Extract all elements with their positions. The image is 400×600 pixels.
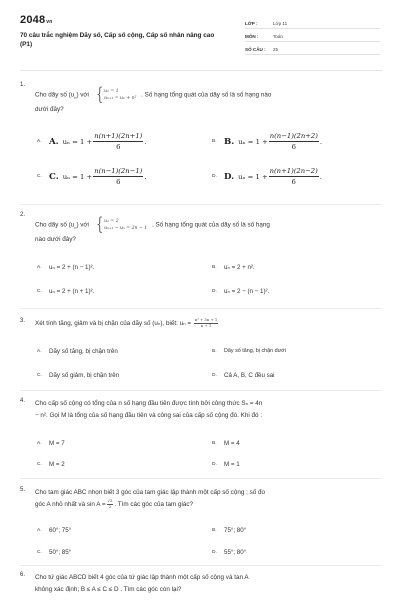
formula-tail: . <box>319 137 323 146</box>
question-text <box>35 86 380 116</box>
system-line: u₁ = 2 <box>104 219 119 224</box>
option-letter-large: C. <box>49 171 59 182</box>
question-1 <box>20 82 382 200</box>
fraction-numerator: n(n+1)(2n−2) <box>269 167 318 175</box>
meta-row-count <box>245 42 380 55</box>
system-line: uₙ₊₁ = uₙ + n² <box>104 96 137 101</box>
question-number: 1. <box>20 82 26 88</box>
meta-label: MÔN : <box>245 34 259 39</box>
option-d[interactable] <box>212 461 240 468</box>
question-number: 5. <box>20 487 26 493</box>
fraction-numerator: n(n−1)(2n+2) <box>269 132 318 140</box>
formula-lhs: uₙ = 1 + <box>238 137 268 146</box>
system-line: u₁ = 1 <box>104 89 119 94</box>
brace-icon: { <box>96 214 103 235</box>
option-letter: B. <box>212 348 217 354</box>
option-letter: B. <box>212 528 217 533</box>
option-letter: B. <box>212 265 217 270</box>
meta-value: Lớp 11 <box>273 21 288 26</box>
fraction-denominator: 6 <box>116 178 121 186</box>
fraction-denominator: 6 <box>291 143 296 151</box>
meta-row-subject <box>245 29 380 42</box>
question-3 <box>20 318 382 382</box>
fraction-denominator: n + 1 <box>200 322 212 328</box>
formula-tail: . <box>144 172 147 181</box>
brand-name: 2048 <box>20 14 46 26</box>
option-letter: A. <box>37 349 42 354</box>
option-text: Dãy số giảm, bị chặn trên <box>49 372 120 379</box>
question-6 <box>20 572 382 600</box>
option-letter: A. <box>37 139 42 144</box>
option-letter: D. <box>212 373 217 378</box>
question-text-part: Cho dãy số (u <box>35 91 75 99</box>
question-text-sub: n <box>74 224 77 230</box>
question-text-part: − n². Gọi M là tổng của số hạng đầu tiên và công sai của cấp số cộng đó. Khi đó : <box>35 412 263 419</box>
option-a[interactable] <box>37 440 65 447</box>
meta-value: 25 <box>273 47 279 52</box>
inline-fraction <box>107 499 114 509</box>
question-divider <box>20 565 382 566</box>
fraction-denominator: 2 <box>108 503 112 509</box>
header-divider <box>20 70 382 71</box>
option-text: M = 1 <box>224 461 240 468</box>
option-a[interactable] <box>37 132 146 151</box>
question-text <box>35 572 380 596</box>
option-d[interactable] <box>212 288 269 295</box>
option-letter: C. <box>37 174 42 179</box>
option-text: 50°; 85° <box>49 549 72 556</box>
option-text: uₙ = 2 + (n + 1)². <box>49 288 95 295</box>
option-c[interactable] <box>37 461 65 468</box>
option-c[interactable] <box>37 288 94 295</box>
fraction-numerator: n(n−1)(2n−1) <box>94 167 143 175</box>
brace-icon: { <box>96 84 103 105</box>
question-2 <box>20 212 382 304</box>
option-b[interactable] <box>212 348 286 354</box>
question-text <box>35 318 380 330</box>
option-a[interactable] <box>37 527 71 534</box>
option-letter: A. <box>37 265 42 270</box>
option-text: M = 4 <box>224 440 240 447</box>
brand-logo[interactable] <box>20 14 53 26</box>
option-d[interactable] <box>212 167 322 186</box>
system-line: uₙ₊₁ − uₙ = 2n − 1 <box>104 226 148 231</box>
option-letter: D. <box>212 462 217 467</box>
option-text: Dãy số tăng, bị chặn trên <box>49 348 118 355</box>
option-a[interactable] <box>37 348 118 355</box>
option-b[interactable] <box>212 132 322 151</box>
option-letter: C. <box>37 373 42 378</box>
option-c[interactable] <box>37 167 146 186</box>
document-header <box>20 14 382 64</box>
fraction-denominator: 6 <box>116 143 121 151</box>
document-title: 70 câu trắc nghiệm Dãy số, Cấp số cộng, Cấp số nhân nâng cao (P1) <box>20 32 215 48</box>
option-letter: B. <box>212 139 217 144</box>
formula-lhs: uₙ = 1 + <box>62 172 93 181</box>
option-text: M = 2 <box>49 461 65 468</box>
question-text <box>35 398 380 422</box>
option-text: 75°; 80° <box>224 527 247 534</box>
question-text-part: góc A nhỏ nhất và sin A = <box>35 501 106 508</box>
option-d[interactable] <box>212 549 246 556</box>
question-text-part: nào dưới đây? <box>35 236 76 243</box>
fraction-numerator: n² + 3n + 1 <box>194 317 218 323</box>
meta-label: LỚP : <box>245 21 258 26</box>
question-text-part: dưới đây? <box>35 106 64 113</box>
question-text-part: . Số hạng tổng quát của dãy số là số hạng nào <box>141 91 272 99</box>
question-text <box>35 487 380 511</box>
formula-lhs: uₙ = 1 + <box>238 172 268 181</box>
option-b[interactable] <box>212 440 240 447</box>
question-divider <box>20 308 382 309</box>
option-text: Dãy số tăng, bị chặn dưới <box>224 348 286 354</box>
question-text-sub: n <box>74 94 77 100</box>
question-5 <box>20 487 382 559</box>
recurrence-system <box>94 216 147 234</box>
option-d[interactable] <box>212 372 275 379</box>
question-number: 6. <box>20 572 26 578</box>
option-b[interactable] <box>212 264 255 271</box>
question-text-part: ) với <box>76 91 89 99</box>
option-text: Cả A, B, C đều sai <box>224 372 275 379</box>
question-text-part: Cho cấp số cộng có tổng của n số hạng đầu tiên được tính bởi công thức Sₙ = 4n <box>35 400 263 407</box>
question-text-part: Cho dãy số (u <box>35 221 75 229</box>
meta-value: Toán <box>273 34 283 39</box>
option-letter: D. <box>212 174 217 179</box>
option-text: uₙ = 2 + n². <box>224 264 255 271</box>
option-letter-large: D. <box>224 171 235 182</box>
inline-fraction <box>194 318 218 328</box>
meta-label: SỐ CÂU : <box>245 47 266 52</box>
question-text-part: . Số hạng tổng quát của dãy số là số hạng <box>151 221 270 229</box>
question-number: 4. <box>20 398 26 404</box>
option-letter: D. <box>212 550 217 555</box>
question-text <box>35 216 380 246</box>
option-c[interactable] <box>37 549 71 556</box>
formula-lhs: uₙ = 1 + <box>62 137 93 146</box>
option-text: 60°; 75° <box>49 527 72 534</box>
option-letter: C. <box>37 462 42 467</box>
recurrence-system <box>94 86 137 104</box>
formula-tail: . <box>144 137 147 146</box>
meta-table <box>245 16 380 55</box>
question-text-part: Xét tính tăng, giảm và bị chặn của dãy số (uₙ), biết: uₙ = <box>35 320 192 327</box>
question-4 <box>20 398 382 470</box>
option-letter: B. <box>212 441 217 446</box>
option-a[interactable] <box>37 264 94 271</box>
option-letter: C. <box>37 550 42 555</box>
question-divider <box>20 478 382 479</box>
fraction-numerator: n(n+1)(2n+1) <box>94 132 143 140</box>
question-text-part: Cho tam giác ABC nhọn biết 3 góc của tam giác lập thành một cấp số cộng ; số đo <box>35 489 265 496</box>
option-text: 55°; 80° <box>224 549 247 556</box>
option-letter: C. <box>37 289 42 294</box>
option-letter: A. <box>37 441 42 446</box>
option-letter-large: A. <box>49 136 59 147</box>
option-text: uₙ = 2 − (n − 1)². <box>224 288 270 295</box>
meta-row-class <box>245 16 380 29</box>
question-divider <box>20 390 382 391</box>
question-divider <box>20 204 382 205</box>
option-letter: D. <box>212 289 217 294</box>
option-letter: A. <box>37 528 42 533</box>
question-text-part: . Tìm các góc của tam giác? <box>114 501 194 508</box>
brand-suffix: vn <box>46 19 53 25</box>
option-letter-large: B. <box>224 136 235 147</box>
question-text-part: không xác định; B ≤ A ≤ C ≤ D . Tìm các góc còn lại? <box>35 586 182 593</box>
option-text: uₙ = 2 + (n − 1)². <box>49 264 95 271</box>
option-text: M = 7 <box>49 440 65 447</box>
option-c[interactable] <box>37 372 119 379</box>
fraction-numerator: √3 <box>107 498 113 504</box>
fraction-denominator: 6 <box>291 178 296 186</box>
question-text-part: ) với <box>76 221 89 229</box>
question-text-part: Cho tứ giác ABCD biết 4 góc của tứ giác lập thành một cấp số cộng và tan A <box>35 574 249 581</box>
option-b[interactable] <box>212 527 246 534</box>
question-number: 2. <box>20 212 26 218</box>
question-number: 3. <box>20 318 26 324</box>
formula-tail: . <box>319 172 322 181</box>
